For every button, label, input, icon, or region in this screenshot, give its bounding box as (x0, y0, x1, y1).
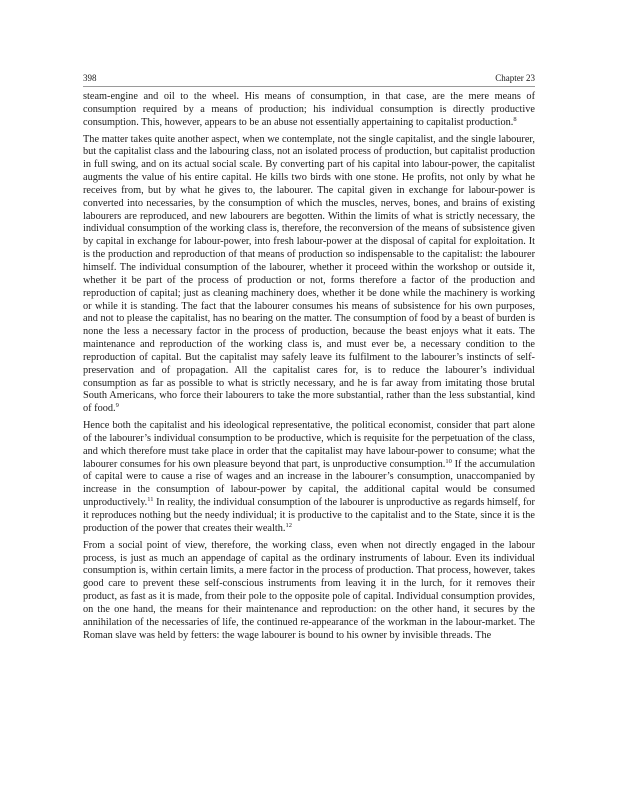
footnote-marker[interactable]: 10 (445, 457, 452, 465)
chapter-title: Chapter 23 (495, 73, 535, 83)
paragraph-text: steam-engine and oil to the wheel. His means of consumption, in that case, are the mere means of consumption required by a means of production; his individual consumption is directly productive consumption. This, however, appears to be an abuse not essentially appertaining to capitalist production. (83, 91, 535, 128)
paragraph-text: In reality, the individual consumption of the labourer is unproductive as regards himself, for it reproduces nothing but the needy individual; it is productive to the capitalist and to the State, since it is the production of the power that creates their wealth. (83, 497, 535, 534)
paragraph-text: Hence both the capitalist and his ideological representative, the political economist, consider that part alone of the labourer’s individual consumption to be productive, which is requisite for the perpetuation of the class, and which therefore must take place in order that the capitalist may have labour-power to consume; what the labourer consumes for his own pleasure beyond that part, is unproductive consumption. (83, 420, 535, 470)
paragraph-text: The matter takes quite another aspect, when we contemplate, not the single capitalist, and the single labourer, but the capitalist class and the labouring class, not an isolated process of production, but capitalist production in full swing, and on its actual social scale. By converting part of his capital into labour-power, the capitalist augments the value of his entire capital. He kills two birds with one stone. He profits, not only by what he receives from, but by what he gives to, the labourer. The capital given in exchange for labour-power is converted into necessaries, by the consumption of which the muscles, nerves, bones, and brains of existing labourers are reproduced, and new labourers are begotten. Within the limits of what is strictly necessary, the individual consumption of the working class is, therefore, the reconversion of the means of subsistence given by capital in exchange for labour-power, into fresh labour-power at the disposal of capital for exploitation. It is the production and reproduction of that means of production so indispensable to the capitalist: the labourer himself. The individual consumption of the labourer, whether it proceed within the workshop or outside it, whether it be part of the process of production or not, forms therefore a factor of the production and reproduction of capital; just as cleaning machinery does, whether it be done while the machinery is working or while it is standing. The fact that the labourer consumes his means of subsistence for his own purposes, and not to please the capitalist, has no bearing on the matter. The consumption of food by a beast of burden is none the less a necessary factor in the process of production, because the beast enjoys what it eats. The maintenance and reproduction of the working class is, and must ever be, a necessary condition to the reproduction of capital. But the capitalist may safely leave its fulfilment to the labourer’s instincts of self-preservation and of propagation. All the capitalist cares for, is to reduce the labourer’s individual consumption as far as possible to what is strictly necessary, and he is far away from imitating those brutal South Americans, who force their labourers to take the more substantial, rather than the less substantial, kind of food. (83, 133, 535, 415)
paragraph-2 (83, 134, 535, 417)
footnote-marker[interactable]: 11 (147, 496, 154, 504)
paragraph-1 (83, 91, 535, 130)
footnote-marker[interactable]: 8 (513, 115, 517, 123)
paragraph-4 (83, 540, 535, 643)
paragraph-3 (83, 420, 535, 536)
paragraph-text: If the accumulation of capital were to cause a rise of wages and an increase in the labourer’s consumption, unaccompanied by increase in the consumption of labour-power by capital, the additional capital would be consumed unproductively. (83, 458, 535, 509)
paragraph-text: From a social point of view, therefore, the working class, even when not directly engaged in the labour process, is just as much an appendage of capital as the ordinary instruments of labour. Even its individual consumption is, within certain limits, a mere factor in the process of production. That process, however, takes good care to prevent these self-conscious instruments from leaving it in the lurch, for it removes their product, as fast as it is made, from their pole to the opposite pole of capital. Individual consumption provides, on the one hand, the means for their maintenance and reproduction: on the other hand, it secures by the annihilation of the necessaries of life, the continued re-appearance of the workman in the labour-market. The Roman slave was held by fetters: the wage labourer is bound to his owner by invisible threads. The (83, 539, 535, 641)
running-header (83, 72, 535, 87)
book-page (83, 72, 535, 646)
footnote-marker[interactable]: 12 (285, 521, 292, 529)
page-number: 398 (83, 73, 97, 83)
footnote-marker[interactable]: 9 (115, 402, 119, 410)
